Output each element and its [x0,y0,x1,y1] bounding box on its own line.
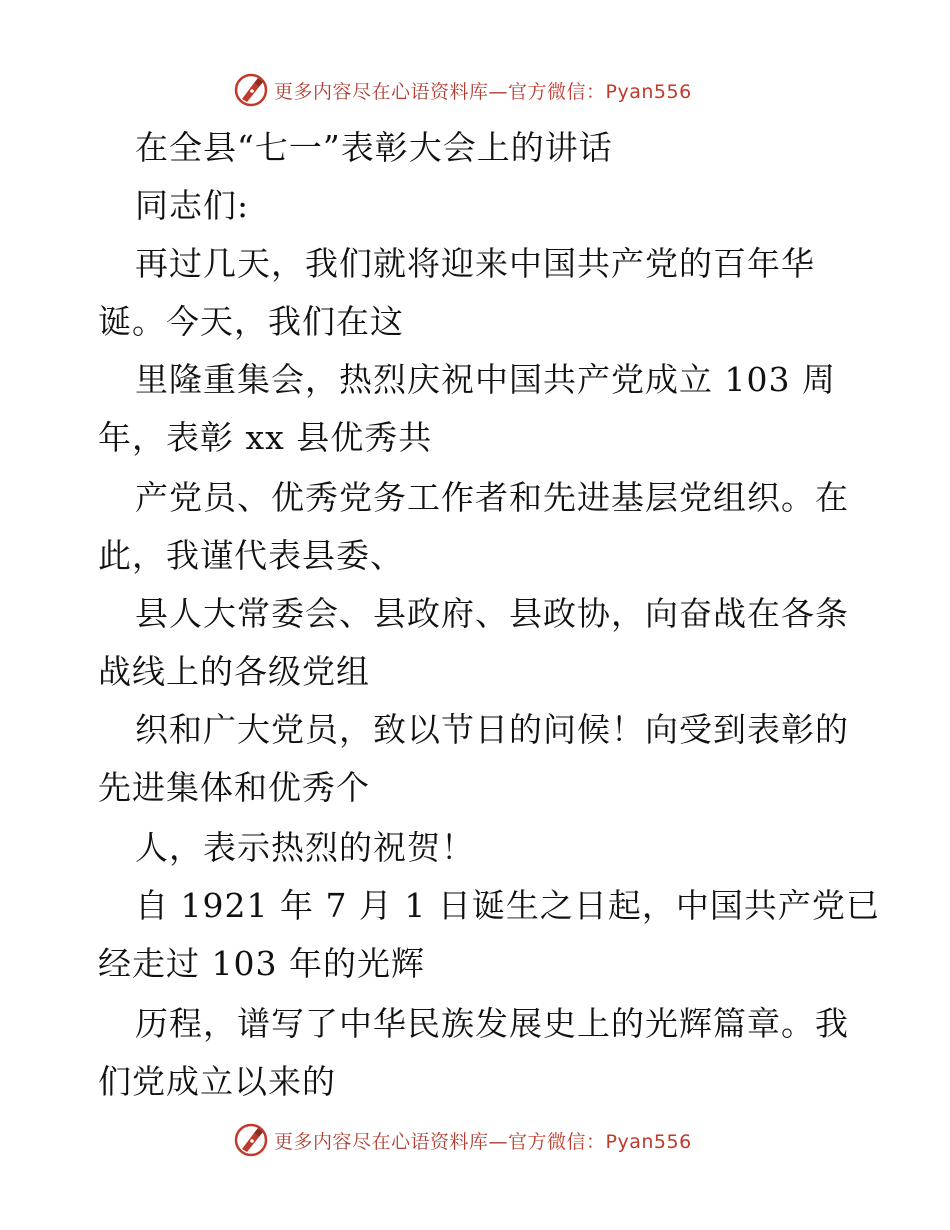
text-line: 们党成立以来的 [98,1062,336,1101]
banner-promo-text: 更多内容尽在心语资料库 [274,80,489,103]
text-line: 织和广大党员，致以节日的问候！向受到表彰的 [135,710,849,749]
header-watermark-banner [234,72,692,108]
banner-wechat-label: 官方微信： [508,1130,606,1153]
banner-wechat-label: 官方微信： [508,80,606,103]
text-line: 经走过 103 年的光辉 [98,944,425,983]
text-line: 历程，谱写了中华民族发展史上的光辉篇章。我 [135,1004,849,1043]
text-line: 此，我谨代表县委、 [98,536,404,575]
salutation: 同志们: [135,186,250,225]
footer-watermark-banner [234,1122,692,1158]
text-line: 诞。今天，我们在这 [98,302,404,341]
banner-text [274,77,692,104]
text-line: 里隆重集会，热烈庆祝中国共产党成立 103 周 [135,360,836,399]
banner-promo-text: 更多内容尽在心语资料库 [274,1130,489,1153]
text-line: 先进集体和优秀个 [98,768,370,807]
text-line: 人，表示热烈的祝贺！ [135,828,475,867]
text-line: 产党员、优秀党务工作者和先进基层党组织。在 [135,478,849,517]
banner-wechat-id: Pyan556 [605,1130,692,1153]
fountain-pen-logo-icon [234,1123,268,1157]
text-line: 再过几天，我们就将迎来中国共产党的百年华 [135,244,815,283]
text-line: 县人大常委会、县政府、县政协，向奋战在各条 [135,594,849,633]
fountain-pen-logo-icon [234,73,268,107]
banner-text [274,1127,692,1154]
banner-separator: — [488,80,509,103]
banner-wechat-id: Pyan556 [605,80,692,103]
banner-separator: — [488,1130,509,1153]
text-line: 年，表彰 xx 县优秀共 [98,418,433,457]
document-title: 在全县“七一”表彰大会上的讲话 [135,128,613,167]
text-line: 自 1921 年 7 月 1 日诞生之日起，中国共产党已 [135,886,880,925]
text-line: 战线上的各级党组 [98,652,370,691]
